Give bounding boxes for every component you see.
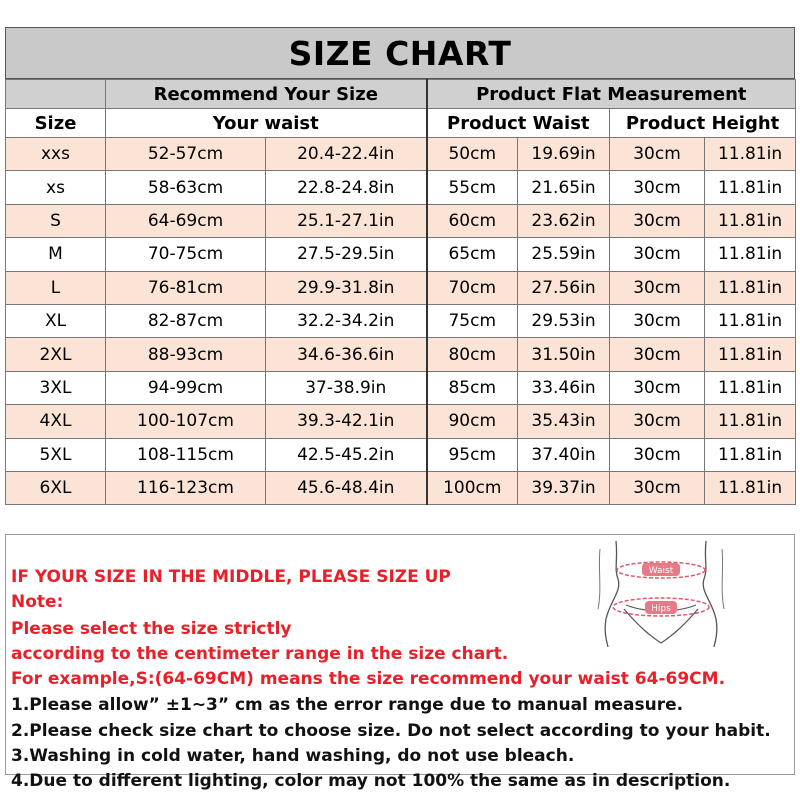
cell-cm: 116-123cm bbox=[106, 471, 266, 504]
table-row bbox=[6, 138, 796, 171]
note-2: 2.Please check size chart to choose size. Do not select according to your habit. bbox=[11, 721, 771, 741]
cell-in: 27.5-29.5in bbox=[266, 238, 427, 271]
cell-in: 22.8-24.8in bbox=[266, 171, 427, 204]
cell-pw-in: 31.50in bbox=[518, 338, 610, 371]
cell-size: xs bbox=[6, 171, 106, 204]
cell-in: 42.5-45.2in bbox=[266, 438, 427, 471]
cell-pw-cm: 75cm bbox=[427, 304, 518, 337]
cell-pw-in: 37.40in bbox=[518, 438, 610, 471]
cell-in: 20.4-22.4in bbox=[266, 138, 427, 171]
cell-cm: 108-115cm bbox=[106, 438, 266, 471]
table-row bbox=[6, 271, 796, 304]
cell-size: 5XL bbox=[6, 438, 106, 471]
cell-ph-in: 11.81in bbox=[705, 405, 796, 438]
cell-pw-in: 29.53in bbox=[518, 304, 610, 337]
cell-size: M bbox=[6, 238, 106, 271]
table-row bbox=[6, 338, 796, 371]
cell-cm: 82-87cm bbox=[106, 304, 266, 337]
cell-in: 32.2-34.2in bbox=[266, 304, 427, 337]
cell-pw-cm: 50cm bbox=[427, 138, 518, 171]
header-blank bbox=[6, 80, 106, 109]
cell-in: 45.6-48.4in bbox=[266, 471, 427, 504]
cell-ph-in: 11.81in bbox=[705, 171, 796, 204]
cell-ph-cm: 30cm bbox=[610, 371, 705, 404]
note-4: 4.Due to different lighting, color may not 100% the same as in description. bbox=[11, 771, 731, 791]
cell-ph-cm: 30cm bbox=[610, 204, 705, 237]
note-select-1: Please select the size strictly bbox=[11, 619, 292, 639]
cell-pw-cm: 85cm bbox=[427, 371, 518, 404]
cell-pw-cm: 55cm bbox=[427, 171, 518, 204]
cell-pw-in: 35.43in bbox=[518, 405, 610, 438]
note-select-2: according to the centimeter range in the size chart. bbox=[11, 644, 509, 664]
cell-ph-cm: 30cm bbox=[610, 471, 705, 504]
cell-cm: 94-99cm bbox=[106, 371, 266, 404]
cell-pw-cm: 65cm bbox=[427, 238, 518, 271]
cell-cm: 70-75cm bbox=[106, 238, 266, 271]
cell-pw-in: 33.46in bbox=[518, 371, 610, 404]
cell-ph-cm: 30cm bbox=[610, 405, 705, 438]
cell-pw-cm: 100cm bbox=[427, 471, 518, 504]
chart-title: SIZE CHART bbox=[5, 27, 795, 79]
note-3: 3.Washing in cold water, hand washing, do not use bleach. bbox=[11, 746, 575, 766]
header-flat-measurement: Product Flat Measurement bbox=[427, 80, 796, 109]
note-size-up: IF YOUR SIZE IN THE MIDDLE, PLEASE SIZE UP bbox=[11, 567, 451, 587]
cell-in: 39.3-42.1in bbox=[266, 405, 427, 438]
cell-ph-in: 11.81in bbox=[705, 338, 796, 371]
cell-size: XL bbox=[6, 304, 106, 337]
note-example: For example,S:(64-69CM) means the size recommend your waist 64-69CM. bbox=[11, 669, 726, 689]
cell-ph-in: 11.81in bbox=[705, 271, 796, 304]
cell-ph-cm: 30cm bbox=[610, 138, 705, 171]
cell-size: 4XL bbox=[6, 405, 106, 438]
cell-ph-cm: 30cm bbox=[610, 304, 705, 337]
table-row bbox=[6, 371, 796, 404]
cell-size: 3XL bbox=[6, 371, 106, 404]
header-product-height: Product Height bbox=[610, 109, 796, 138]
size-chart bbox=[5, 27, 795, 791]
cell-ph-in: 11.81in bbox=[705, 304, 796, 337]
cell-ph-in: 11.81in bbox=[705, 204, 796, 237]
cell-pw-in: 23.62in bbox=[518, 204, 610, 237]
cell-size: 6XL bbox=[6, 471, 106, 504]
cell-in: 34.6-36.6in bbox=[266, 338, 427, 371]
cell-pw-cm: 60cm bbox=[427, 204, 518, 237]
cell-ph-in: 11.81in bbox=[705, 438, 796, 471]
cell-pw-cm: 70cm bbox=[427, 271, 518, 304]
cell-in: 37-38.9in bbox=[266, 371, 427, 404]
hips-label: Hips bbox=[651, 604, 671, 614]
note-label: Note: bbox=[11, 592, 64, 612]
cell-pw-cm: 95cm bbox=[427, 438, 518, 471]
cell-pw-in: 39.37in bbox=[518, 471, 610, 504]
header-row-2 bbox=[6, 109, 796, 138]
table-row bbox=[6, 471, 796, 504]
cell-pw-in: 25.59in bbox=[518, 238, 610, 271]
cell-in: 29.9-31.8in bbox=[266, 271, 427, 304]
cell-pw-in: 21.65in bbox=[518, 171, 610, 204]
header-recommend: Recommend Your Size bbox=[106, 80, 427, 109]
table-row bbox=[6, 238, 796, 271]
cell-ph-in: 11.81in bbox=[705, 238, 796, 271]
cell-ph-cm: 30cm bbox=[610, 338, 705, 371]
header-size: Size bbox=[6, 109, 106, 138]
cell-ph-cm: 30cm bbox=[610, 171, 705, 204]
cell-pw-in: 19.69in bbox=[518, 138, 610, 171]
waist-label: Waist bbox=[648, 566, 674, 576]
cell-cm: 52-57cm bbox=[106, 138, 266, 171]
cell-pw-cm: 80cm bbox=[427, 338, 518, 371]
cell-size: S bbox=[6, 204, 106, 237]
cell-size: L bbox=[6, 271, 106, 304]
cell-cm: 58-63cm bbox=[106, 171, 266, 204]
cell-ph-cm: 30cm bbox=[610, 238, 705, 271]
note-1: 1.Please allow” ±1~3” cm as the error range due to manual measure. bbox=[11, 695, 684, 715]
header-product-waist: Product Waist bbox=[427, 109, 610, 138]
cell-cm: 88-93cm bbox=[106, 338, 266, 371]
table-row bbox=[6, 405, 796, 438]
cell-ph-in: 11.81in bbox=[705, 138, 796, 171]
cell-ph-in: 11.81in bbox=[705, 371, 796, 404]
cell-size: 2XL bbox=[6, 338, 106, 371]
body-measurement-icon bbox=[596, 539, 726, 647]
cell-cm: 100-107cm bbox=[106, 405, 266, 438]
cell-cm: 64-69cm bbox=[106, 204, 266, 237]
header-row-1 bbox=[6, 80, 796, 109]
header-your-waist: Your waist bbox=[106, 109, 427, 138]
cell-in: 25.1-27.1in bbox=[266, 204, 427, 237]
cell-pw-in: 27.56in bbox=[518, 271, 610, 304]
notes-panel bbox=[5, 534, 795, 791]
cell-pw-cm: 90cm bbox=[427, 405, 518, 438]
table-row bbox=[6, 438, 796, 471]
size-table bbox=[5, 79, 796, 505]
cell-size: xxs bbox=[6, 138, 106, 171]
cell-ph-in: 11.81in bbox=[705, 471, 796, 504]
cell-ph-cm: 30cm bbox=[610, 271, 705, 304]
table-row bbox=[6, 204, 796, 237]
table-row bbox=[6, 171, 796, 204]
cell-cm: 76-81cm bbox=[106, 271, 266, 304]
table-row bbox=[6, 304, 796, 337]
cell-ph-cm: 30cm bbox=[610, 438, 705, 471]
